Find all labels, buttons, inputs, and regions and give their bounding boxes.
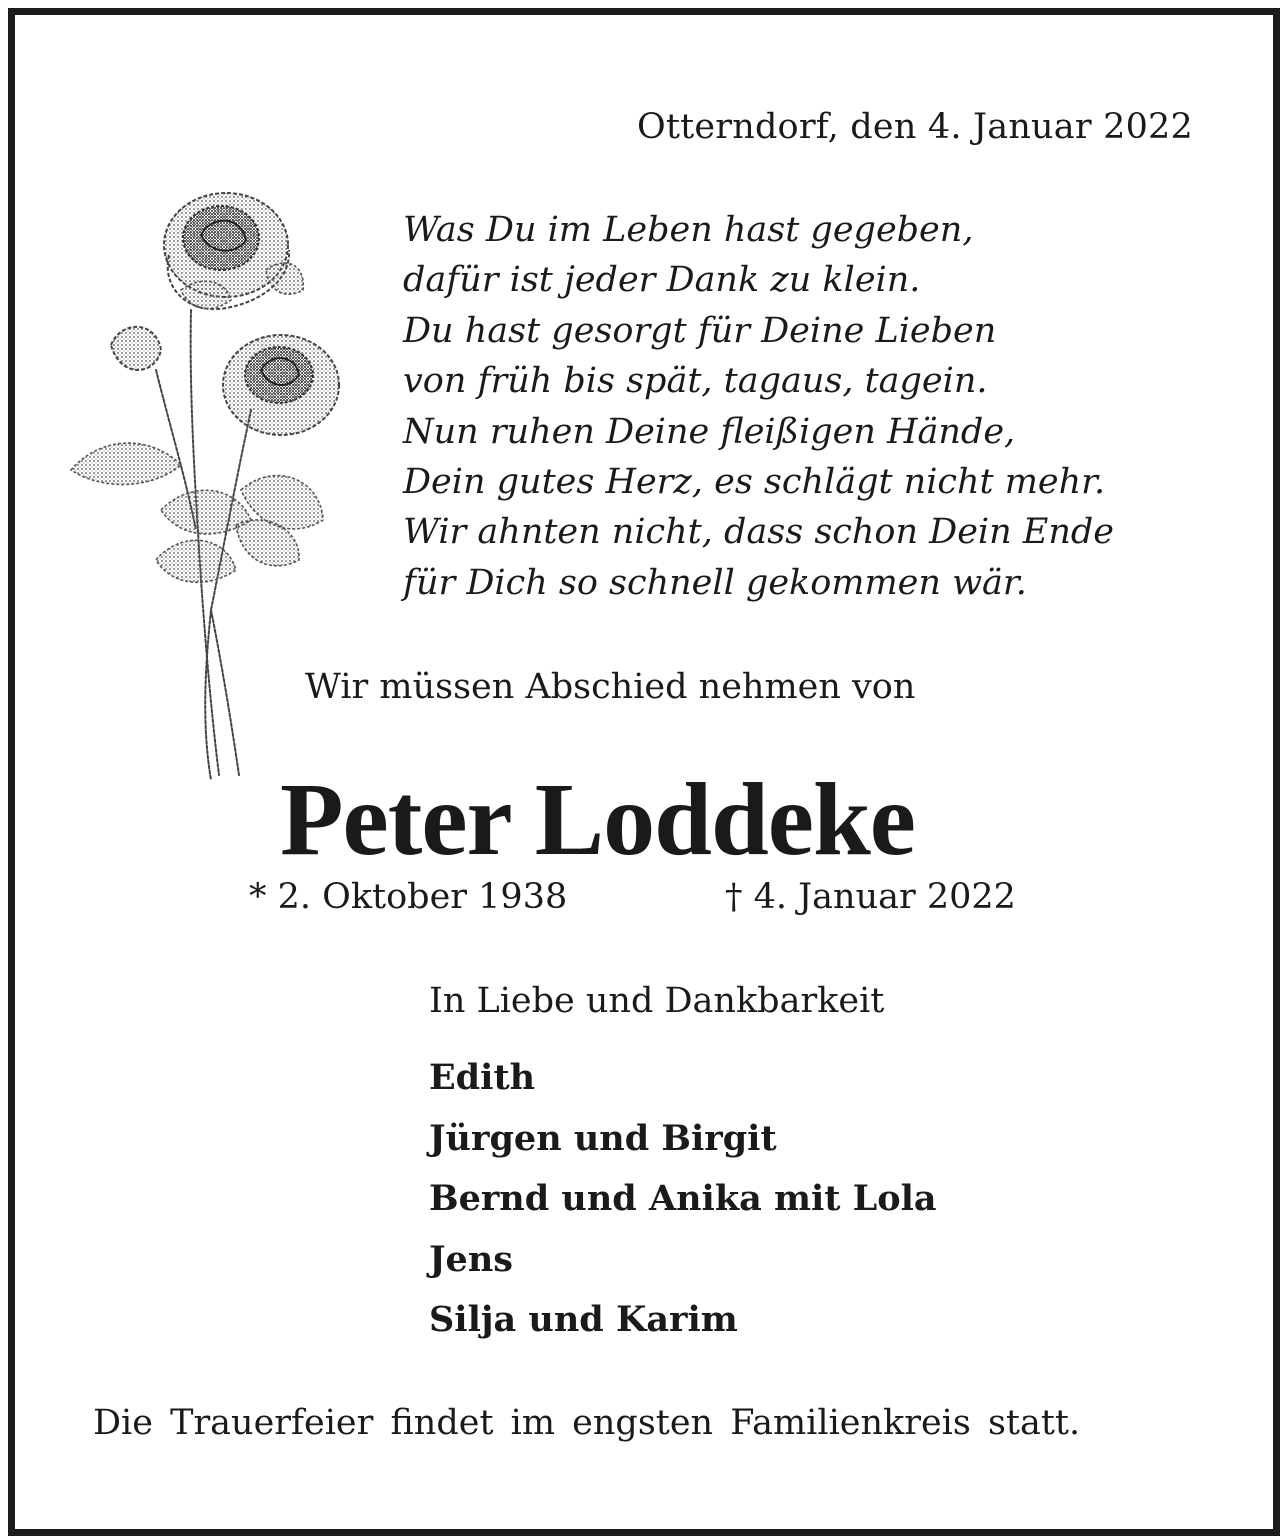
death-date: † 4. Januar 2022 bbox=[725, 877, 1016, 917]
poem-line: von früh bis spät, tagaus, tagein. bbox=[403, 361, 988, 402]
family-member: Jürgen und Birgit bbox=[429, 1117, 777, 1159]
closing-line: In Liebe und Dankbarkeit bbox=[429, 981, 885, 1021]
poem-line: dafür ist jeder Dank zu klein. bbox=[403, 260, 921, 301]
poem-line: Was Du im Leben hast gegeben, bbox=[403, 210, 974, 250]
place-and-date: Otterndorf, den 4. Januar 2022 bbox=[636, 107, 1193, 147]
poem-line: Dein gutes Herz, es schlägt nicht mehr. bbox=[403, 462, 1106, 503]
deceased-name: Peter Loddeke bbox=[280, 762, 915, 877]
family-member: Bernd und Anika mit Lola bbox=[429, 1178, 937, 1220]
poem-line: Nun ruhen Deine fleißigen Hände, bbox=[403, 411, 1016, 452]
poem-line: Wir ahnten nicht, dass schon Dein Ende bbox=[403, 512, 1115, 553]
poem-line: für Dich so schnell gekommen wär. bbox=[403, 562, 1027, 603]
family-list bbox=[429, 1048, 937, 1351]
family-member: Silja und Karim bbox=[429, 1299, 738, 1341]
ceremony-note: Die Trauerfeier findet im engsten Familienkreis statt. bbox=[93, 1403, 1081, 1443]
poem-line: Du hast gesorgt für Deine Lieben bbox=[403, 310, 997, 351]
poem bbox=[403, 205, 1114, 608]
birth-date: * 2. Oktober 1938 bbox=[249, 877, 568, 917]
family-member: Jens bbox=[429, 1238, 513, 1280]
obituary-notice bbox=[8, 8, 1280, 1536]
family-member: Edith bbox=[429, 1057, 536, 1098]
farewell-line: Wir müssen Abschied nehmen von bbox=[305, 667, 916, 707]
